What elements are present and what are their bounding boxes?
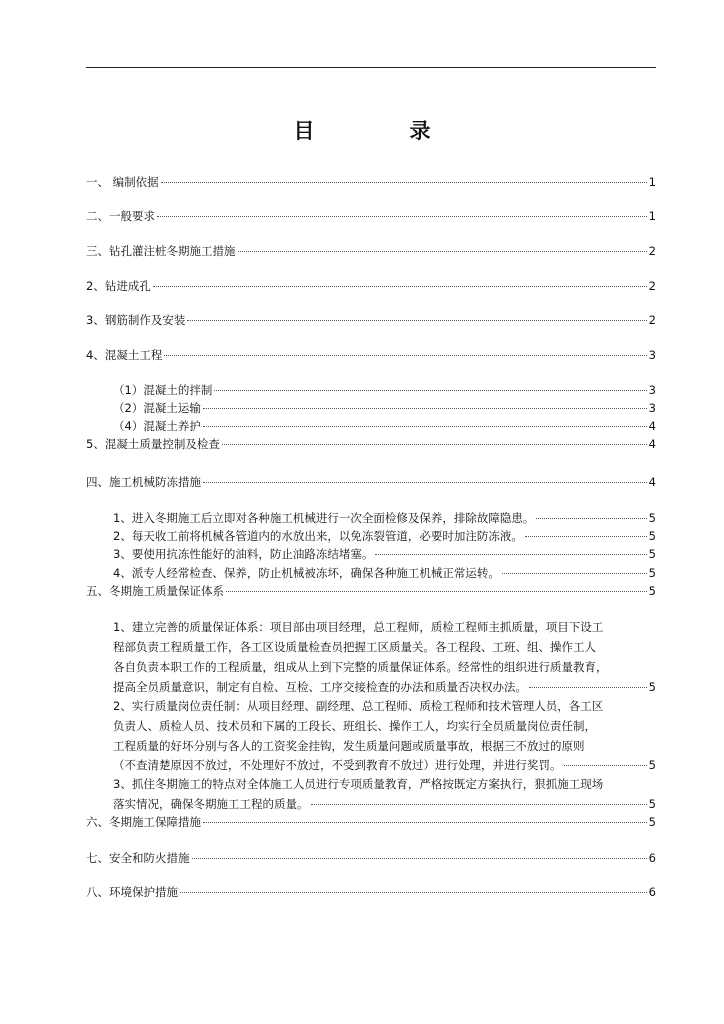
toc-paragraph-line: 2、实行质量岗位责任制：从项目经理、副经理、总工程师、质检工程师和技术管理人员，各工区 <box>113 699 604 713</box>
toc-entry[interactable]: 一、 编制依据 1 <box>86 175 656 189</box>
toc-entry[interactable]: （4）混凝土养护 4 <box>113 419 656 433</box>
toc-entry[interactable]: 4、派专人经常检查、保养，防止机械被冻坏，确保各种施工机械正常运转。 5 <box>113 566 656 580</box>
toc-entry[interactable]: （2）混凝土运输 3 <box>113 401 656 415</box>
toc-entry[interactable]: 三、钻孔灌注桩冬期施工措施 2 <box>86 244 656 258</box>
header-rule <box>86 67 656 68</box>
toc-entry[interactable]: 七、安全和防火措施 6 <box>86 851 656 865</box>
page-title <box>0 115 724 145</box>
toc-entry[interactable]: 2、钻进成孔 2 <box>86 279 656 293</box>
toc-entry[interactable]: 4、混凝土工程 3 <box>86 348 656 362</box>
toc-entry[interactable]: （不查清楚原因不放过，不处理好不放过，不受到教育不放过）进行处理，并进行奖罚。 5 <box>113 758 656 772</box>
toc-entry[interactable]: 六、冬期施工保障措施 5 <box>86 815 656 829</box>
title-char-right: 录 <box>409 119 431 143</box>
toc-paragraph-line: 1、建立完善的质量保证体系：项目部由项目经理，总工程师，质检工程师主抓质量，项目下设工 <box>113 620 604 634</box>
toc-paragraph-line: 工程质量的好坏分别与各人的工资奖金挂钩，发生质量问题或质量事故，根据三不放过的原则 <box>113 739 585 753</box>
title-char-left: 目 <box>293 119 315 143</box>
toc-paragraph-line: 各自负责本职工作的工程质量，组成从上到下完整的质量保证体系。经常性的组织进行质量教育， <box>113 660 608 674</box>
toc-entry[interactable]: 5、混凝土质量控制及检查 4 <box>86 437 656 451</box>
toc-paragraph-line: 负责人、质检人员、技术员和下属的工段长、班组长、操作工人，均实行全员质量岗位责任制， <box>113 719 596 733</box>
toc-entry[interactable]: 2、每天收工前将机械各管道内的水放出来，以免冻裂管道，必要时加注防冻液。 5 <box>113 529 656 543</box>
toc-entry[interactable]: 3、要使用抗冻性能好的油料，防止油路冻结堵塞。 5 <box>113 547 656 561</box>
toc-entry[interactable]: 四、施工机械防冻措施 4 <box>86 475 656 489</box>
toc-paragraph-line: 3、抓住冬期施工的特点对全体施工人员进行专项质量教育，严格按既定方案执行，狠抓施工现场 <box>113 777 604 791</box>
toc-entry[interactable]: 提高全员质量意识，制定有自检、互检、工序交接检查的办法和质量否决权办法。 5 <box>113 680 656 694</box>
toc-entry[interactable]: 五、冬期施工质量保证体系 5 <box>86 584 656 598</box>
toc-entry[interactable]: 3、钢筋制作及安装 2 <box>86 313 656 327</box>
toc-entry[interactable]: （1）混凝土的拌制 3 <box>113 383 656 397</box>
toc-entry[interactable]: 1、进入冬期施工后立即对各种施工机械进行一次全面检修及保养，排除故障隐患。 5 <box>113 511 656 525</box>
toc-paragraph-line: 程部负责工程质量工作，各工区设质量检查员把握工区质量关。各工程段、工班、组、操作工人 <box>113 640 596 654</box>
toc-entry[interactable]: 落实情况，确保冬期施工工程的质量。 5 <box>113 797 656 811</box>
toc-entry[interactable]: 八、环境保护措施 6 <box>86 885 656 899</box>
toc-entry[interactable]: 二、一般要求 1 <box>86 209 656 223</box>
